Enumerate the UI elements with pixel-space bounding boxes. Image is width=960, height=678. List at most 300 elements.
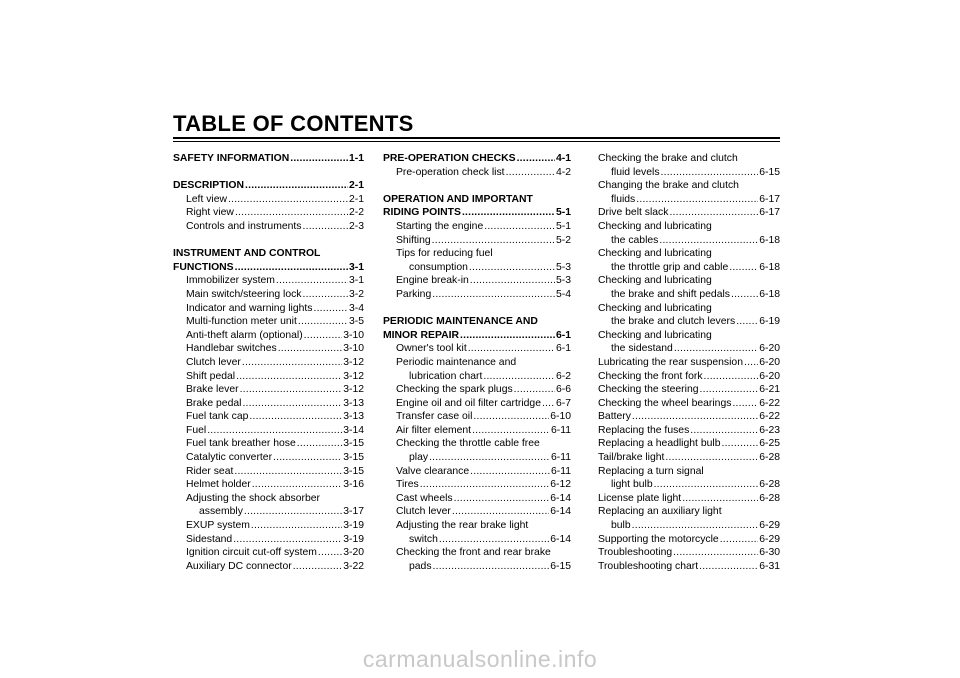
toc-leader-dots xyxy=(661,166,759,180)
toc-entry[interactable] xyxy=(383,451,571,465)
toc-entry-text: Clutch lever xyxy=(396,506,451,518)
toc-entry-text: Main switch/steering lock xyxy=(186,288,302,300)
toc-leader-dots xyxy=(700,383,759,397)
toc-entry[interactable] xyxy=(173,206,364,220)
toc-entry-text: Brake lever xyxy=(186,384,239,396)
toc-entry[interactable] xyxy=(598,234,780,248)
toc-leader-dots xyxy=(439,533,549,547)
toc-entry-text: Controls and instruments xyxy=(186,220,302,232)
toc-entry[interactable] xyxy=(598,193,780,207)
toc-leader-dots xyxy=(470,465,550,479)
toc-entry-text: Replacing an auxiliary light xyxy=(598,506,722,518)
toc-leader-dots xyxy=(462,206,555,220)
toc-entry[interactable] xyxy=(598,288,780,302)
toc-page-number: 6-22 xyxy=(759,397,780,409)
toc-entry[interactable] xyxy=(173,437,364,451)
toc-page-number: 5-3 xyxy=(555,275,571,287)
toc-page-number: 6-15 xyxy=(550,560,571,572)
toc-page-number: 3-5 xyxy=(348,316,364,328)
toc-entry-text: Right view xyxy=(186,207,234,219)
toc-entry-text: bulb xyxy=(611,520,631,532)
toc-leader-dots xyxy=(704,370,759,384)
toc-entry-text: Checking and lubricating xyxy=(598,248,712,260)
toc-spacer xyxy=(173,166,364,180)
toc-entry-text: lubrication chart xyxy=(409,370,483,382)
toc-page-number: 3-15 xyxy=(343,452,364,464)
title-rule-thin xyxy=(173,141,780,142)
toc-page-number: 6-7 xyxy=(555,397,571,409)
toc-entry[interactable] xyxy=(598,206,780,220)
toc-leader-dots xyxy=(314,302,348,316)
toc-entry-text: Periodic maintenance and xyxy=(396,356,517,368)
toc-entry[interactable] xyxy=(173,370,364,384)
toc-page-number: 6-17 xyxy=(759,207,780,219)
toc-page-number: 6-28 xyxy=(759,452,780,464)
toc-entry-text: Fuel xyxy=(186,424,207,436)
toc-entry[interactable] xyxy=(173,315,364,329)
toc-column-2 xyxy=(383,152,571,573)
toc-page-number: 6-17 xyxy=(759,193,780,205)
toc-leader-dots xyxy=(297,437,342,451)
toc-entry[interactable] xyxy=(173,302,364,316)
toc-entry-text: Lubricating the rear suspension xyxy=(598,356,743,368)
toc-entry-text: the throttle grip and cable xyxy=(611,261,729,273)
toc-entry[interactable] xyxy=(173,424,364,438)
toc-leader-dots xyxy=(318,546,342,560)
toc-entry[interactable] xyxy=(383,342,571,356)
toc-page-number: 3-20 xyxy=(343,547,364,559)
toc-entry[interactable] xyxy=(598,546,780,560)
toc-page-number: 2-1 xyxy=(348,180,364,192)
toc-entry[interactable] xyxy=(383,560,571,574)
toc-entry[interactable] xyxy=(598,397,780,411)
toc-entry-text: RIDING POINTS xyxy=(383,207,461,219)
toc-page-number: 6-1 xyxy=(555,329,571,341)
toc-entry[interactable] xyxy=(383,220,571,234)
toc-leader-dots xyxy=(729,261,758,275)
toc-entry[interactable] xyxy=(598,179,780,193)
toc-entry-text: Battery xyxy=(598,411,631,423)
toc-entry-text: Checking and lubricating xyxy=(598,220,712,232)
toc-entry[interactable] xyxy=(173,519,364,533)
toc-page-number: 5-2 xyxy=(555,234,571,246)
toc-entry[interactable] xyxy=(598,437,780,451)
toc-entry[interactable] xyxy=(173,397,364,411)
toc-entry-text: Checking and lubricating xyxy=(598,275,712,287)
toc-leader-dots xyxy=(454,492,550,506)
toc-entry[interactable] xyxy=(598,465,780,479)
toc-entry-text: Parking xyxy=(396,288,432,300)
toc-entry[interactable] xyxy=(598,329,780,343)
toc-page-number: 4-1 xyxy=(555,153,571,164)
toc-entry-text: Air filter element xyxy=(396,424,472,436)
toc-leader-dots xyxy=(240,383,343,397)
toc-leader-dots xyxy=(242,356,342,370)
toc-entry-text: Replacing a headlight bulb xyxy=(598,438,721,450)
toc-leader-dots xyxy=(228,193,348,207)
toc-page-number: 6-14 xyxy=(550,506,571,518)
toc-section-heading[interactable] xyxy=(173,247,364,261)
toc-leader-dots xyxy=(659,234,758,248)
toc-entry-text: consumption xyxy=(409,261,468,273)
toc-entry[interactable] xyxy=(383,261,571,275)
toc-entry[interactable] xyxy=(598,410,780,424)
toc-leader-dots xyxy=(429,451,550,465)
toc-spacer xyxy=(383,179,571,193)
toc-entry[interactable] xyxy=(383,274,571,288)
toc-page-number: 3-15 xyxy=(343,438,364,450)
toc-leader-dots xyxy=(293,560,343,574)
toc-entry[interactable] xyxy=(598,261,780,275)
toc-entry[interactable] xyxy=(383,166,571,180)
toc-entry-text: Handlebar switches xyxy=(186,343,277,355)
toc-page-number: 6-18 xyxy=(759,261,780,273)
toc-entry[interactable] xyxy=(383,492,571,506)
toc-leader-dots xyxy=(506,166,555,180)
toc-leader-dots xyxy=(514,383,555,397)
toc-leader-dots xyxy=(452,505,549,519)
toc-entry-text: Engine break-in xyxy=(396,275,469,287)
toc-leader-dots xyxy=(233,533,342,547)
toc-page-number: 6-18 xyxy=(759,234,780,246)
toc-page-number: 3-10 xyxy=(343,343,364,355)
toc-leader-dots xyxy=(420,478,549,492)
toc-entry-text: Tips for reducing fuel xyxy=(396,248,493,260)
toc-page-number: 3-1 xyxy=(348,275,364,287)
toc-entry[interactable] xyxy=(598,370,780,384)
toc-entry[interactable] xyxy=(383,478,571,492)
toc-entry[interactable] xyxy=(173,533,364,547)
toc-leader-dots xyxy=(252,478,343,492)
toc-leader-dots xyxy=(276,274,348,288)
toc-entry-text: Auxiliary DC connector xyxy=(186,560,292,572)
toc-entry[interactable] xyxy=(598,424,780,438)
toc-entry[interactable] xyxy=(173,505,364,519)
toc-entry[interactable] xyxy=(383,519,571,533)
toc-entry[interactable] xyxy=(383,356,571,370)
toc-leader-dots xyxy=(207,424,342,438)
toc-section-heading[interactable] xyxy=(383,206,571,220)
toc-entry-text: SAFETY INFORMATION xyxy=(173,153,290,164)
toc-page-number: 6-20 xyxy=(759,343,780,355)
toc-page-number: 4-2 xyxy=(555,166,571,178)
toc-entry-text: Catalytic converter xyxy=(186,452,273,464)
toc-leader-dots xyxy=(234,465,342,479)
toc-entry-text: Troubleshooting xyxy=(598,547,673,559)
toc-entry-text: Transfer case oil xyxy=(396,411,473,423)
toc-entry-text: pads xyxy=(409,560,432,572)
toc-entry-text: Starting the engine xyxy=(396,220,484,232)
toc-entry[interactable] xyxy=(383,397,571,411)
title-rule-thick xyxy=(173,137,780,139)
toc-entry-text: Adjusting the rear brake light xyxy=(396,520,529,532)
toc-leader-dots xyxy=(542,397,555,411)
toc-leader-dots xyxy=(469,261,555,275)
toc-entry[interactable] xyxy=(173,492,364,506)
toc-entry-text: MINOR REPAIR xyxy=(383,329,460,341)
toc-entry[interactable] xyxy=(598,302,780,316)
toc-entry[interactable] xyxy=(598,560,780,574)
toc-entry-text: Indicator and warning lights xyxy=(186,302,313,314)
toc-entry-text: Engine oil and oil filter cartridge xyxy=(396,397,541,409)
toc-leader-dots xyxy=(669,206,758,220)
toc-page-number: 3-13 xyxy=(343,411,364,423)
toc-page-number: 1-1 xyxy=(348,153,364,164)
toc-page-number: 6-20 xyxy=(759,356,780,368)
page-title: TABLE OF CONTENTS xyxy=(173,111,414,136)
toc-spacer xyxy=(173,234,364,248)
toc-entry[interactable] xyxy=(598,220,780,234)
toc-entry-text: Anti-theft alarm (optional) xyxy=(186,329,303,341)
toc-leader-dots xyxy=(632,519,759,533)
toc-section-heading[interactable] xyxy=(383,193,571,207)
toc-entry[interactable] xyxy=(383,234,571,248)
toc-page-number: 3-1 xyxy=(348,261,364,273)
toc-leader-dots xyxy=(720,533,758,547)
toc-entry[interactable] xyxy=(598,383,780,397)
toc-entry[interactable] xyxy=(598,505,780,519)
toc-entry-text: the cables xyxy=(611,234,659,246)
toc-page-number: 6-6 xyxy=(555,384,571,396)
toc-page-number: 5-3 xyxy=(555,261,571,273)
toc-entry[interactable] xyxy=(598,247,780,261)
toc-leader-dots xyxy=(278,342,343,356)
toc-entry-text: OPERATION AND IMPORTANT xyxy=(383,193,533,205)
toc-entry[interactable] xyxy=(383,465,571,479)
toc-entry-text: Checking the front and rear brake xyxy=(396,547,551,559)
toc-page-number: 6-10 xyxy=(550,411,571,423)
toc-entry[interactable] xyxy=(173,329,364,343)
toc-page-number: 6-1 xyxy=(555,343,571,355)
toc-entry-text: Supporting the motorcycle xyxy=(598,533,719,545)
toc-leader-dots xyxy=(690,424,758,438)
toc-entry-text: Immobilizer system xyxy=(186,275,275,287)
toc-entry[interactable] xyxy=(598,342,780,356)
toc-entry[interactable] xyxy=(173,288,364,302)
toc-entry[interactable] xyxy=(598,492,780,506)
toc-leader-dots xyxy=(303,288,348,302)
toc-entry[interactable] xyxy=(598,519,780,533)
toc-page-number: 3-12 xyxy=(343,356,364,368)
toc-entry-text: switch xyxy=(409,533,438,545)
toc-page-number: 6-29 xyxy=(759,533,780,545)
toc-leader-dots xyxy=(460,329,555,343)
toc-entry-text: Troubleshooting chart xyxy=(598,560,699,572)
toc-page-number: 6-2 xyxy=(555,370,571,382)
toc-leader-dots xyxy=(721,437,758,451)
toc-entry[interactable] xyxy=(598,356,780,370)
toc-entry-text: light bulb xyxy=(611,479,653,491)
toc-page-number: 3-17 xyxy=(343,506,364,518)
toc-entry-text: INSTRUMENT AND CONTROL xyxy=(173,248,321,260)
toc-leader-dots xyxy=(744,356,758,370)
toc-page-number: 6-25 xyxy=(759,438,780,450)
toc-entry[interactable] xyxy=(383,505,571,519)
toc-page-number: 6-11 xyxy=(550,452,571,464)
toc-entry-text: Pre-operation check list xyxy=(396,166,505,178)
toc-page-number: 3-16 xyxy=(343,479,364,491)
toc-spacer xyxy=(383,302,571,316)
toc-entry[interactable] xyxy=(598,533,780,547)
toc-entry-text: Tail/brake light xyxy=(598,452,665,464)
toc-entry-text: fluids xyxy=(611,193,636,205)
toc-section-heading[interactable] xyxy=(383,152,571,166)
toc-page-number: 6-14 xyxy=(550,533,571,545)
toc-entry[interactable] xyxy=(173,465,364,479)
toc-entry-text: Sidestand xyxy=(186,533,233,545)
toc-entry[interactable] xyxy=(173,274,364,288)
toc-leader-dots xyxy=(251,519,342,533)
toc-leader-dots xyxy=(736,315,758,329)
toc-section-heading[interactable] xyxy=(173,261,364,275)
toc-page-number: 6-22 xyxy=(759,411,780,423)
toc-entry-text: Checking and lubricating xyxy=(598,329,712,341)
toc-page-number: 6-12 xyxy=(550,479,571,491)
toc-leader-dots xyxy=(470,274,555,288)
toc-entry[interactable] xyxy=(598,315,780,329)
toc-leader-dots xyxy=(304,329,343,343)
toc-entry[interactable] xyxy=(173,356,364,370)
toc-entry-text: Changing the brake and clutch xyxy=(598,180,739,192)
toc-entry-text: Checking the brake and clutch xyxy=(598,153,738,164)
toc-leader-dots xyxy=(244,505,342,519)
toc-page-number: 3-13 xyxy=(343,397,364,409)
toc-entry[interactable] xyxy=(173,546,364,560)
toc-leader-dots xyxy=(235,261,348,275)
toc-page-number: 6-19 xyxy=(759,316,780,328)
toc-page-number: 2-3 xyxy=(348,220,364,232)
toc-section-heading[interactable] xyxy=(383,315,571,329)
toc-leader-dots xyxy=(472,424,550,438)
toc-entry-text: fluid levels xyxy=(611,166,660,178)
toc-entry[interactable] xyxy=(598,451,780,465)
toc-leader-dots xyxy=(483,370,555,384)
toc-leader-dots xyxy=(636,193,758,207)
toc-entry-text: Ignition circuit cut-off system xyxy=(186,547,317,559)
toc-entry-text: Fuel tank breather hose xyxy=(186,438,296,450)
toc-entry[interactable] xyxy=(383,424,571,438)
toc-section-heading[interactable] xyxy=(173,179,364,193)
toc-entry[interactable] xyxy=(383,247,571,261)
toc-entry[interactable] xyxy=(383,546,571,560)
toc-leader-dots xyxy=(674,342,758,356)
toc-entry[interactable] xyxy=(173,410,364,424)
toc-entry-text: Checking the wheel bearings xyxy=(598,397,732,409)
toc-page-number: 6-28 xyxy=(759,479,780,491)
toc-entry[interactable] xyxy=(173,560,364,574)
toc-entry-text: Checking the steering xyxy=(598,384,699,396)
toc-entry[interactable] xyxy=(383,533,571,547)
toc-page-number: 5-1 xyxy=(555,207,571,219)
toc-page-number: 5-4 xyxy=(555,288,571,300)
toc-page-number: 6-30 xyxy=(759,547,780,559)
toc-entry-text: Shift pedal xyxy=(186,370,236,382)
toc-entry-text: Checking the spark plugs xyxy=(396,384,513,396)
toc-entry-text: Valve clearance xyxy=(396,465,470,477)
toc-entry-text: Multi-function meter unit xyxy=(186,316,297,328)
toc-entry[interactable] xyxy=(173,342,364,356)
toc-leader-dots xyxy=(654,478,759,492)
toc-page-number: 6-21 xyxy=(759,384,780,396)
toc-entry[interactable] xyxy=(598,152,780,166)
toc-leader-dots xyxy=(242,397,342,411)
toc-entry[interactable] xyxy=(173,220,364,234)
toc-page-number: 3-19 xyxy=(343,533,364,545)
toc-page-number: 6-20 xyxy=(759,370,780,382)
toc-page-number: 3-2 xyxy=(348,288,364,300)
toc-section-heading[interactable] xyxy=(173,152,364,166)
toc-page-number: 6-15 xyxy=(759,166,780,178)
toc-section-heading[interactable] xyxy=(383,329,571,343)
toc-entry-text: assembly xyxy=(199,506,243,518)
toc-leader-dots xyxy=(432,234,555,248)
toc-entry[interactable] xyxy=(598,274,780,288)
toc-entry[interactable] xyxy=(598,478,780,492)
toc-page-number: 6-23 xyxy=(759,424,780,436)
toc-entry-text: Shifting xyxy=(396,234,431,246)
toc-leader-dots xyxy=(732,397,758,411)
toc-entry[interactable] xyxy=(383,410,571,424)
toc-entry-text: Owner's tool kit xyxy=(396,343,467,355)
toc-entry-text: DESCRIPTION xyxy=(173,180,245,192)
toc-leader-dots xyxy=(682,492,758,506)
toc-leader-dots xyxy=(731,288,758,302)
toc-leader-dots xyxy=(236,370,342,384)
toc-leader-dots xyxy=(273,451,342,465)
toc-page-number: 6-28 xyxy=(759,492,780,504)
toc-page-number: 5-1 xyxy=(555,220,571,232)
toc-page-number: 3-22 xyxy=(343,560,364,572)
toc-entry[interactable] xyxy=(173,193,364,207)
watermark: carmanualsonline.info xyxy=(362,646,598,672)
toc-leader-dots xyxy=(468,342,555,356)
toc-entry-text: Helmet holder xyxy=(186,479,251,491)
toc-leader-dots xyxy=(245,179,348,193)
toc-entry[interactable] xyxy=(173,478,364,492)
toc-entry-text: Checking the front fork xyxy=(598,370,703,382)
toc-leader-dots xyxy=(673,546,758,560)
toc-page-number: 6-11 xyxy=(550,465,571,477)
toc-entry[interactable] xyxy=(383,288,571,302)
toc-page-number: 6-31 xyxy=(759,560,780,572)
toc-page-number: 3-15 xyxy=(343,465,364,477)
toc-entry-text: Checking and lubricating xyxy=(598,302,712,314)
toc-leader-dots xyxy=(298,315,348,329)
toc-leader-dots xyxy=(632,410,758,424)
toc-entry[interactable] xyxy=(598,166,780,180)
toc-entry[interactable] xyxy=(173,383,364,397)
toc-leader-dots xyxy=(290,152,348,166)
toc-page-number: 3-4 xyxy=(348,302,364,314)
toc-entry[interactable] xyxy=(383,370,571,384)
toc-leader-dots xyxy=(517,152,555,166)
toc-entry-text: Checking the throttle cable free xyxy=(396,438,540,450)
toc-entry[interactable] xyxy=(383,437,571,451)
toc-page-number: 6-18 xyxy=(759,288,780,300)
toc-entry-text: Rider seat xyxy=(186,465,234,477)
toc-entry-text: Tires xyxy=(396,479,419,491)
toc-entry[interactable] xyxy=(173,451,364,465)
toc-leader-dots xyxy=(432,288,555,302)
toc-entry-text: Adjusting the shock absorber xyxy=(186,492,321,504)
toc-entry[interactable] xyxy=(383,383,571,397)
toc-entry-text: Replacing the fuses xyxy=(598,424,690,436)
toc-column-1 xyxy=(173,152,364,573)
toc-leader-dots xyxy=(235,206,348,220)
toc-entry-text: License plate light xyxy=(598,492,682,504)
toc-page-number: 6-14 xyxy=(550,492,571,504)
toc-entry-text: PRE-OPERATION CHECKS xyxy=(383,153,516,164)
